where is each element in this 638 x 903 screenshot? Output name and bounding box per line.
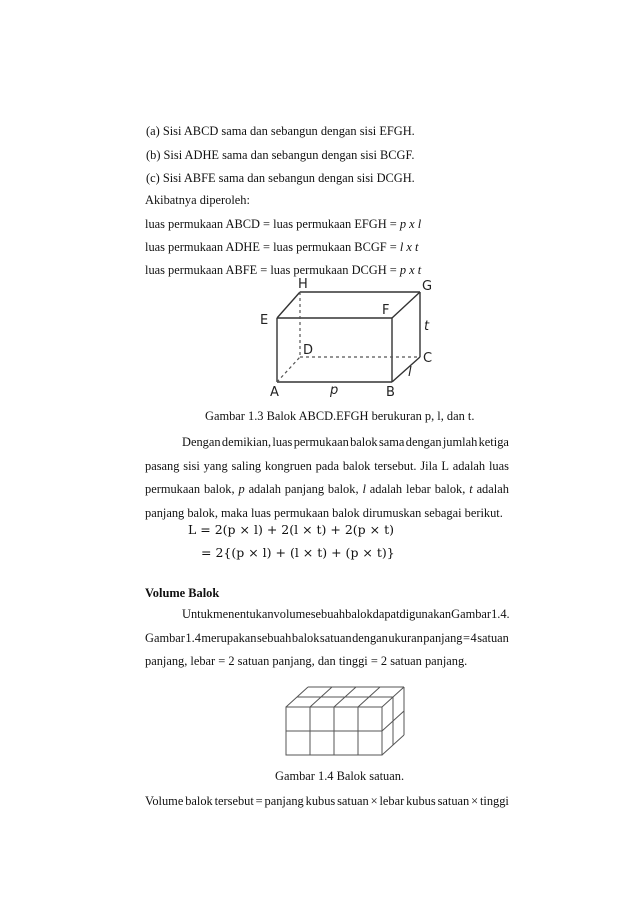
luas-line-2-text: luas permukaan ADHE = luas permukaan BCGF = xyxy=(145,240,397,254)
vertex-a-label: A xyxy=(270,385,279,400)
word: sebuah xyxy=(310,607,346,621)
word: balok, xyxy=(203,482,235,496)
word: balok xyxy=(350,435,378,449)
luas-line-1 xyxy=(145,216,421,232)
statement-b: (b) Sisi ADHE sama dan sebangun dengan sisi BCGF. xyxy=(146,148,415,162)
paragraph1-line4: panjang balok, maka luas permukaan balok dirumuskan sebagai berikut. xyxy=(145,506,503,520)
word: ukuran xyxy=(388,631,423,645)
word: l xyxy=(362,482,366,496)
word: satuan xyxy=(477,631,509,645)
word: volume xyxy=(273,607,311,621)
word: dapat xyxy=(372,607,400,621)
luas-line-1-formula: p x l xyxy=(399,217,422,231)
word: dengan xyxy=(405,435,442,449)
word: = xyxy=(255,794,263,808)
word: menentukan xyxy=(212,607,274,621)
word: pasang xyxy=(145,459,180,473)
word: Untuk xyxy=(182,607,213,621)
dim-l-label: l xyxy=(408,365,412,380)
figure2-caption: Gambar 1.4 Balok satuan. xyxy=(275,769,405,783)
word: balok xyxy=(342,459,371,473)
statement-c: (c) Sisi ABFE sama dan sebangun dengan sisi DCGH. xyxy=(146,171,415,185)
word: balok xyxy=(291,631,320,645)
word: adalah xyxy=(452,459,486,473)
word: balok, xyxy=(327,482,359,496)
word: merupakan xyxy=(201,631,257,645)
cuboid-figure xyxy=(250,272,450,402)
dim-t-label: t xyxy=(424,319,430,334)
vertex-c-label: C xyxy=(423,351,433,366)
luas-line-1-text: luas permukaan ABCD = luas permukaan EFGH = xyxy=(145,217,397,231)
unit-cube-figure xyxy=(280,683,410,763)
word: 1.4 xyxy=(185,631,201,645)
statement-a: (a) Sisi ABCD sama dan sebangun dengan sisi EFGH. xyxy=(146,124,415,138)
word: adalah xyxy=(476,482,509,496)
luas-line-2 xyxy=(145,239,418,255)
luas-line-2-formula: l x t xyxy=(399,240,419,254)
word: digunakan xyxy=(399,607,452,621)
word: kongruen xyxy=(264,459,312,473)
word: luas xyxy=(488,459,509,473)
word: 1.4. xyxy=(491,607,510,621)
akibat-line: Akibatnya diperoleh: xyxy=(145,193,250,207)
vertex-f-label: F xyxy=(382,303,390,318)
word: pada xyxy=(315,459,339,473)
vertex-e-label: E xyxy=(260,313,269,328)
word: t xyxy=(469,482,473,496)
luas-line-3-formula: p x t xyxy=(399,263,422,277)
word: Volume xyxy=(145,794,184,808)
word: p xyxy=(238,482,245,496)
word: luas xyxy=(272,435,293,449)
word: lebar xyxy=(406,482,431,496)
vertex-g-label: G xyxy=(422,279,433,294)
formula-line2: = 2{(p × l) + (l × t) + (p × t)} xyxy=(201,545,395,560)
word: Gambar xyxy=(451,607,492,621)
word: adalah xyxy=(369,482,403,496)
word: panjang xyxy=(284,482,325,496)
word: tersebut. xyxy=(374,459,417,473)
word: satuan xyxy=(337,794,369,808)
luas-line-3-text: luas permukaan ABFE = luas permukaan DCGH = xyxy=(145,263,397,277)
figure1-caption: Gambar 1.3 Balok ABCD.EFGH berukuran p, l, dan t. xyxy=(205,409,475,423)
word: sebuah xyxy=(256,631,292,645)
dim-p-label: p xyxy=(330,383,339,398)
word: × xyxy=(370,794,378,808)
word: demikian, xyxy=(221,435,272,449)
word: ketiga xyxy=(478,435,509,449)
word: L xyxy=(441,459,449,473)
word: sisi xyxy=(183,459,200,473)
word: kubus xyxy=(406,794,436,808)
word: balok xyxy=(185,794,213,808)
word: dengan xyxy=(352,631,388,645)
word: 4 xyxy=(470,631,477,645)
volume-heading: Volume Balok xyxy=(145,586,220,600)
word: = xyxy=(463,631,471,645)
word: satuan xyxy=(437,794,470,808)
word: balok, xyxy=(434,482,466,496)
vertex-b-label: B xyxy=(386,385,395,400)
paragraph1-line2 xyxy=(145,458,509,474)
paragraph1-line3 xyxy=(145,481,509,497)
word: panjang xyxy=(423,631,463,645)
vertex-h-label: H xyxy=(298,277,308,292)
word: × xyxy=(471,794,479,808)
word: satuan xyxy=(319,631,352,645)
word: lebar xyxy=(379,794,405,808)
word: panjang xyxy=(264,794,304,808)
word: saling xyxy=(231,459,262,473)
word: Jila xyxy=(420,459,438,473)
word: tersebut xyxy=(214,794,254,808)
paragraph2-line3: panjang, lebar = 2 satuan panjang, dan tinggi = 2 satuan panjang. xyxy=(145,654,468,668)
word: kubus xyxy=(305,794,336,808)
paragraph2-line2 xyxy=(145,630,509,646)
paragraph1-line1 xyxy=(182,434,509,450)
word: jumlah xyxy=(442,435,478,449)
word: Dengan xyxy=(182,435,221,449)
last-line xyxy=(145,793,509,809)
formula-line1: L = 2(p × l) + 2(l × t) + 2(p × t) xyxy=(188,522,394,537)
vertex-d-label: D xyxy=(303,343,314,358)
word: balok xyxy=(345,607,373,621)
word: adalah xyxy=(248,482,281,496)
word: permukaan xyxy=(145,482,201,496)
word: permukaan xyxy=(293,435,349,449)
word: tinggi xyxy=(479,794,509,808)
word: Gambar xyxy=(145,631,185,645)
paragraph2-line1 xyxy=(182,606,509,622)
word: yang xyxy=(203,459,228,473)
word: sama xyxy=(378,435,405,449)
